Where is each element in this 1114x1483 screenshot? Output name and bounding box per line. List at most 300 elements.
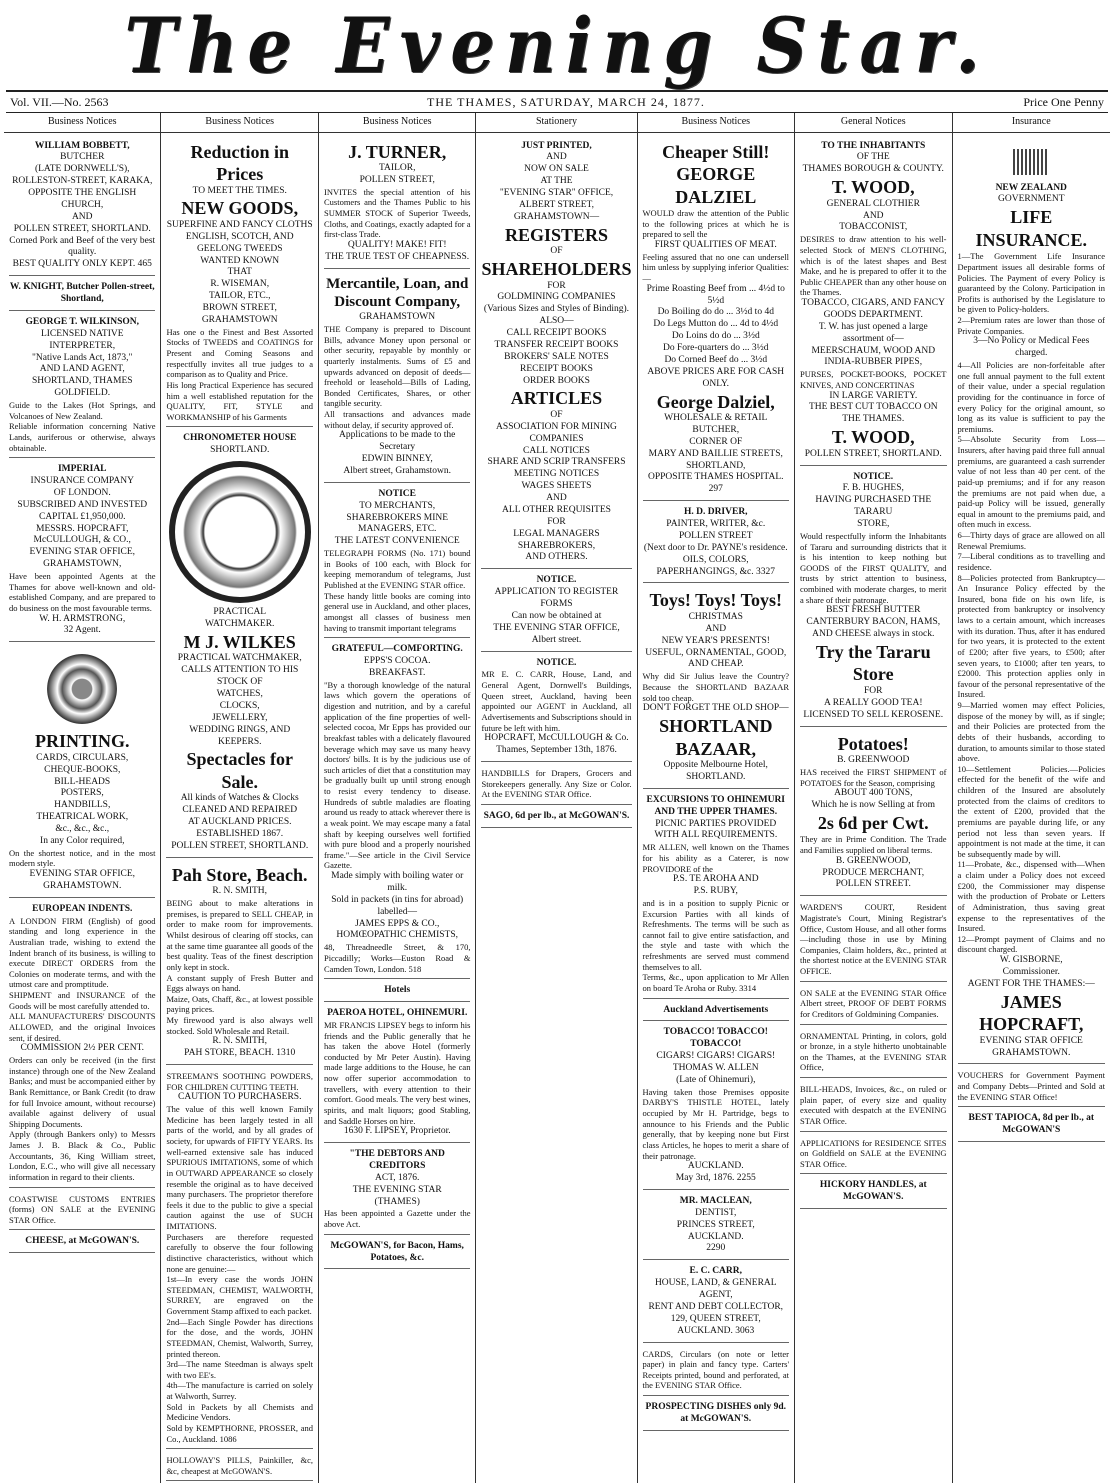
ad-line: SHARE AND SCRIP TRANSFERS: [487, 457, 626, 468]
ad-line: Mercantile, Loan, and Discount Company,: [326, 275, 469, 311]
advertisement: [643, 791, 790, 999]
ad-line: FOR: [547, 516, 566, 527]
ad-line: CAPITAL £1,950,000.: [38, 511, 126, 522]
ad-line: 10—Settlement Policies.—Policies effected for the benefit of the wife and children of the Insured are absolutely protected from the claims of creditors to the extent of £200, provided that the premiums are payable during life, or any period not less than seven years. If appointment is not made at the time, it can be subsequently made by will.: [957, 763, 1105, 859]
ad-line: COASTWISE CUSTOMS ENTRIES (forms) ON SALE at the EVENING STAR Office.: [9, 1193, 156, 1225]
advertisement: [166, 1451, 313, 1481]
ad-line: 3rd—The name Steedman is always spelt with two EE's.: [166, 1359, 313, 1380]
ad-line: Do Legs Mutton do ... 4d to 4½d: [653, 319, 779, 330]
ad-line: 2—Premium rates are lower than those of Private Companies.: [957, 315, 1105, 336]
ad-line: R. WISEMAN,: [210, 279, 270, 290]
ad-line: W. H. ARMSTRONG,: [39, 613, 126, 624]
ad-line: ABOVE PRICES ARE FOR CASH ONLY.: [647, 366, 785, 389]
column-4: [476, 113, 637, 1483]
ad-line: FOR: [864, 685, 883, 696]
ad-line: AND OTHERS.: [525, 552, 588, 563]
ad-line: A REALLY GOOD TEA!: [823, 697, 923, 708]
ad-line: 32 Agent.: [63, 625, 101, 636]
ad-line: BEST TAPIOCA, 8d per lb., at McGOWAN'S: [968, 1113, 1094, 1136]
ad-line: GRATEFUL—COMFORTING.: [331, 644, 463, 655]
ad-line: GOLDMINING COMPANIES: [497, 292, 616, 303]
ad-line: Pah Store, Beach.: [171, 864, 308, 885]
advertisement: [800, 1027, 946, 1079]
advertisement: [643, 1001, 790, 1022]
ad-line: WARDEN'S COURT, Resident Magistrate's Court, Mining Registrar's Office, Custom House, and all other forms—including those in use by Mining Companies, Claim holders, &c., printed at the shortest notice at the EVENING STAR OFFICE.: [800, 902, 947, 976]
ad-line: ALL OTHER REQUISITES: [502, 504, 611, 515]
advertisement: [9, 460, 155, 642]
ad-line: 2290: [706, 1243, 726, 1254]
masthead: [0, 0, 1114, 90]
ad-line: OPPOSITE THAMES HOSPITAL.: [648, 472, 784, 483]
ad-line: HICKORY HANDLES, at McGOWAN'S.: [819, 1180, 927, 1203]
ad-line: SHORTLAND.: [210, 445, 270, 456]
ad-line: POLLEN STREET, SHORTLAND.: [804, 448, 942, 459]
ad-line: CARDS, CIRCULARS,: [36, 752, 129, 763]
ad-line: SHIPMENT and INSURANCE of the Goods will be most carefully attended to.: [9, 990, 156, 1011]
ad-line: They are in Prime Condition. The Trade and Families supplied on liberal terms.: [800, 834, 947, 855]
ad-line: PRINTING.: [34, 731, 130, 752]
ad-line: TO THE INHABITANTS: [821, 140, 926, 151]
column-1: [4, 113, 161, 1483]
ad-line: "Native Lands Act, 1873,": [32, 352, 133, 363]
advertisement: [324, 640, 470, 979]
ad-line: W. GISBORNE,: [999, 955, 1063, 965]
advertisement: [324, 271, 470, 483]
ad-line: These handy little books are coming into general use in Auckland, and other places, amongst all classes of business men having to transmit important telegrams: [323, 590, 471, 633]
ad-line: MEERSCHAUM, WOOD AND INDIA-RUBBER PIPES,: [811, 345, 936, 368]
column-heading: Insurance: [953, 113, 1111, 133]
ad-line: POLLEN STREET.: [835, 879, 911, 890]
ad-line: JEWELLERY,: [211, 712, 268, 723]
column-2: [161, 113, 319, 1483]
ad-line: Do Boiling do do ... 3½d to 4d: [657, 307, 774, 318]
ad-line: WILLIAM BOBBETT,: [34, 140, 130, 151]
ad-line: PRINCES STREET,: [676, 1219, 755, 1230]
ad-line: CLOCKS,: [219, 700, 260, 711]
ad-line: "THE DEBTORS AND CREDITORS: [349, 1149, 445, 1171]
ad-line: GEORGE T. WILKINSON,: [25, 316, 139, 327]
volume-number: Vol. VII.—No. 2563: [10, 94, 109, 109]
ad-line: 4th—The manufacture is carried on solely at Walworth, Surrey.: [166, 1380, 313, 1401]
ad-line: BEING about to make alterations in premises, is prepared to SELL CHEAP, in order to make room for improvements. Whilst desirous of clearing off stocks, can at the same time guarantee all goods of the best quality. Teas of the finest description only kept in stock.: [166, 898, 313, 972]
advertisement: [958, 1109, 1106, 1142]
ad-line: Which he is now Selling at from: [811, 800, 935, 810]
advertisement: [643, 1023, 790, 1190]
ad-line: IN LARGE VARIETY.: [829, 390, 918, 401]
ad-line: Would respectfully inform the Inhabitants of Tararu and surrounding districts that it is his intention to keep nothing but GOODS of the FIRST QUALITY, and trusts by strict attention to business, combined with moderate charges, to merit a share of their patronage.: [800, 530, 947, 605]
ad-line: CORNER OF: [689, 436, 743, 447]
advertisement: [958, 1066, 1106, 1107]
ad-line: ORDER BOOKS: [523, 375, 590, 386]
ad-line: MEETING NOTICES: [513, 469, 600, 480]
ad-line: EXCURSIONS TO OHINEMURI AND THE UPPER THAMES.: [646, 794, 785, 817]
ad-line: THOMAS W. ALLEN: [672, 1063, 759, 1073]
advertisement: [643, 1262, 790, 1342]
ad-line: Do Fore-quarters do ... 3½d: [662, 343, 769, 353]
ad-line: BROKERS' SALE NOTES: [504, 351, 609, 362]
ad-line: BREAKFAST.: [369, 667, 426, 678]
ad-line: A constant supply of Fresh Butter and Eggs always on hand.: [166, 972, 313, 994]
ad-line: 2s 6d per Cwt.: [817, 812, 929, 833]
ad-line: WAGES SHEETS: [521, 481, 592, 492]
advertisement: [800, 984, 946, 1025]
ad-line: CALLS ATTENTION TO HIS STOCK OF: [181, 665, 299, 688]
ad-line: GRAHAMSTOWN,: [43, 559, 122, 570]
ad-line: MR ALLEN, well known on the Thames for his ability as a Caterer, is now PROVIDORE of the: [642, 842, 790, 874]
ad-line: EVENING STAR OFFICE,: [29, 869, 136, 879]
ad-line: EUROPEAN INDENTS.: [32, 903, 133, 914]
ad-line: CHEESE, at McGOWAN'S.: [25, 1236, 140, 1247]
ad-line: EVENING STAR OFFICE: [979, 1035, 1083, 1046]
ad-line: SHAREHOLDERS: [481, 259, 632, 279]
ad-line: DENTIST,: [695, 1207, 737, 1218]
columns: [4, 113, 1110, 1476]
advertisement: [643, 1192, 790, 1260]
ad-line: TO MERCHANTS, SHAREBROKERS MINE MANAGERS, ETC.: [346, 500, 449, 535]
ad-line: "EVENING STAR" OFFICE,: [499, 188, 614, 198]
ad-line: SHORTLAND,: [686, 460, 746, 471]
ad-line: VOUCHERS for Government Payment and Company Debts—Printed and Sold at the EVENING STAR Office!: [957, 1070, 1105, 1102]
ad-line: 4—All Policies are non-forfeitable after one full annual payment to the full extent of their value, under a special regulation providing for the continuance in force of every Policy for the original amount, so long as its value is sufficient to pay the premiums.: [957, 360, 1105, 434]
ad-line: 1—The Government Life Insurance Department issues all desirable forms of Policies. The Payment of every Policy is guaranteed by the Colony. Participation in Profits is authorised by the Legislature to be given to Policy-holders.: [957, 251, 1105, 315]
ad-line: APPLICATIONS for RESIDENCE SITES on Goldfield on SALE at the EVENING STAR Office.: [800, 1137, 947, 1169]
ad-line: 3—No Policy or Medical Fees charged.: [973, 336, 1090, 359]
newspaper-title: The Evening Star.: [124, 0, 990, 90]
ad-line: THE TRUE TEST OF CHEAPNESS.: [325, 251, 470, 262]
advertisement: [324, 137, 470, 269]
ad-line: 11—Probate, &c., dispensed with—When a claim under a Policy does not exceed £200, the Commissioner may dispense with the production of Probate or Letters of Administration, thus saving great expense to the representatives of the Insured.: [957, 859, 1105, 934]
ad-line: CAUTION TO PURCHASERS.: [178, 1092, 302, 1103]
ad-line: GEORGE DALZIEL: [675, 164, 757, 207]
ad-line: DON'T FORGET THE OLD SHOP—: [642, 703, 789, 714]
ad-line: HOUSE, LAND, & GENERAL AGENT,: [654, 1278, 777, 1300]
ad-line: CHEQUE-BOOKS,: [44, 764, 121, 775]
ad-line: TRANSFER RECEIPT BOOKS: [494, 339, 619, 350]
advertisement: [166, 1067, 313, 1449]
ad-line: BEST QUALITY ONLY KEPT. 465: [12, 259, 152, 270]
ad-line: Applications to be made to the Secretary: [339, 430, 456, 453]
ad-line: Spectacles for Sale.: [186, 749, 293, 792]
ad-line: 48, Threadneedle Street, & 170, Piccadilly; Works—Euston Road & Camden Town, London. 518: [323, 942, 471, 974]
ad-line: TOBACCO, CIGARS, AND FANCY GOODS DEPARTMENT.: [801, 298, 945, 320]
ad-line: ABOUT 400 TONS,: [834, 788, 913, 799]
place-date: THE THAMES, SATURDAY, MARCH 24, 1877.: [427, 94, 705, 109]
ad-line: In any Color required,: [40, 835, 125, 846]
ad-line: Auckland Advertisements: [663, 1004, 769, 1015]
advertisement: [166, 860, 313, 1065]
ad-line: PAINTER, WRITER, &c.: [666, 519, 766, 529]
advertisement: [800, 1134, 946, 1175]
column-5: [638, 113, 796, 1483]
ad-line: TAILOR,: [379, 163, 416, 173]
advertisement: [324, 1237, 470, 1270]
ad-line: All transactions and advances made without delay, if security approved of.: [323, 409, 471, 430]
advertisement: [9, 644, 155, 898]
advertisement: [166, 429, 313, 857]
ad-line: INVITES the special attention of his Customers and the Thames Public to his SUMMER STOCK of Superior Tweeds, Cloths, and Coatings, exactly adapted for a first-class Trade.: [323, 186, 471, 240]
advertisement: [800, 729, 946, 897]
column-heading: Business Notices: [319, 113, 475, 133]
price: Price One Penny: [1023, 94, 1104, 109]
ad-line: REGISTERS: [504, 224, 609, 245]
ad-line: 2nd—Each Single Powder has directions for the dose, and the words, JOHN STEEDMAN, Chemist, Walworth, Surrey, printed thereon.: [166, 1316, 313, 1359]
ad-line: (THAMES): [374, 1196, 420, 1207]
ad-line: LICENSED TO SELL KEROSENE.: [803, 709, 944, 720]
ad-line: AND LAND AGENT,: [39, 364, 125, 375]
ad-line: TELEGRAPH FORMS (No. 171) bound in Books of 100 each, with Block for keeping memorandum of telegrams, Just Published at the EVENING STAR office.: [323, 548, 471, 590]
ad-line: (Late of Ohinemuri),: [676, 1074, 756, 1085]
ad-line: ENGLISH, SCOTCH, AND GEELONG TWEEDS: [185, 231, 294, 254]
ad-line: AND CHEESE always in stock.: [812, 629, 935, 639]
advertisement: [9, 1190, 155, 1231]
ad-line: MARY AND BAILLIE STREETS,: [648, 448, 783, 459]
ad-line: TOBACCO! TOBACCO! TOBACCO!: [663, 1027, 768, 1050]
ad-line: NEW ZEALAND: [995, 182, 1067, 193]
ad-line: PRACTICAL WATCHMAKER,: [177, 653, 302, 664]
ad-line: Apply (through Bankers only) to Messrs James J. B. Black & Co., Public Accountants, 36, King William street, London, E.C., who will give all necessary information in regard to their clients.: [9, 1129, 156, 1182]
ad-line: SUPERFINE AND FANCY CLOTHS: [166, 219, 313, 230]
ad-line: Opposite Melbourne Hotel,: [663, 760, 768, 770]
ad-line: ROLLESTON-STREET, KARAKA,: [12, 176, 153, 187]
advertisement: [324, 981, 470, 1002]
ad-line: CANTERBURY BACON, HAMS,: [806, 617, 941, 628]
ad-line: PRODUCE MERCHANT,: [822, 867, 925, 878]
ad-line: W. KNIGHT, Butcher Pollen-street, Shortland,: [9, 282, 155, 304]
ad-line: GENERAL CLOTHIER: [826, 198, 920, 209]
ad-line: 7—Liberal conditions as to travelling and residence.: [957, 551, 1105, 572]
ad-line: THEATRICAL WORK,: [36, 812, 129, 823]
ad-line: MR FRANCIS LIPSEY begs to inform his friends and the Public generally that he has taken the above Hotel (formerly conducted by Mr Peter Austin). Having made large additions to the House, he can now offer superior accommodation to travellers, with every attention to their comfort. Good meals. The very best wines, spirits, and malt liquors; good Stabling, and Saddle Horses on hire.: [323, 1019, 471, 1126]
ad-line: HAVING PURCHASED THE TARARU: [815, 495, 932, 518]
ad-line: STREEMAN'S SOOTHING POWDERS, FOR CHILDREN CUTTING TEETH.: [166, 1071, 313, 1092]
ad-line: SHORTLAND, THAMES GOLDFIELD.: [31, 376, 133, 399]
ad-line: PAEROA HOTEL, OHINEMURI.: [327, 1008, 468, 1018]
ad-line: 8—Policies protected from Bankruptcy—An Insurance Policy effected by the Insured, bona fide on his own life, is protected from bankruptcy or insolvency laws to a certain amount, which increases with its duration. Thus, after it has endured for two years, it is protected to the extent of £200; after five years, to £500; after seven years, to £1000; after ten years, to £2000. This protection applies only in favour of the personal representative of the Insured.: [957, 572, 1105, 700]
ad-line: SHAREBROKERS,: [517, 540, 596, 551]
ad-line: GRAHAMSTOWN: [359, 312, 436, 323]
ad-line: Albert street.: [531, 634, 582, 645]
ad-line: NOTICE.: [536, 657, 577, 668]
ad-line: EPPS'S COCOA.: [363, 656, 431, 666]
ad-line: His long Practical Experience has secured him a well established reputation for the QUALITY, FIT, STYLE and WORKMANSHIP of his Garments: [166, 379, 313, 422]
ad-line: BILL-HEADS, Invoices, &c., on ruled or plain paper, of every size and quality executed with despatch at the EVENING STAR Office.: [800, 1084, 947, 1126]
ad-line: JAMES EPPS & CO.,: [355, 918, 440, 929]
ad-line: RECEIPT BOOKS: [520, 363, 593, 374]
ad-line: SAGO, 6d per lb., at McGOWAN'S.: [483, 810, 630, 821]
ad-line: OF: [550, 409, 563, 420]
advertisement: [800, 898, 946, 981]
ad-line: 12—Prompt payment of Claims and no discount charged.: [957, 933, 1105, 955]
ad-line: &c., &c., &c.,: [55, 824, 110, 834]
ad-line: HANDBILLS,: [54, 800, 111, 811]
ad-line: My firewood yard is also always well stocked. Sold Wholesale and Retail.: [166, 1015, 313, 1036]
ad-line: T. WOOD,: [831, 177, 915, 198]
advertisement: [800, 1080, 946, 1132]
ad-line: MR E. C. CARR, House, Land, and General Agent, Dornwell's Buildings, Queen street, Auckland, having been appointed our AGENT in Auckland, all Advertisements and Subscriptions should in future be left with him.: [481, 669, 632, 733]
ad-line: P.S. TE AROHA AND: [672, 874, 759, 885]
ad-line: JAMES HOPCRAFT,: [979, 991, 1084, 1035]
ad-line: NEW GOODS,: [181, 198, 299, 219]
ad-line: HANDBILLS for Drapers, Grocers and Storekeepers generally. Any Size or Color. At the EVENING STAR Office.: [481, 767, 632, 800]
advertisement: [9, 278, 155, 311]
column-heading: Business Notices: [638, 113, 795, 133]
ad-line: KEEPERS.: [217, 736, 262, 747]
ad-line: CARDS, Circulars (on note or letter paper) in plain and fancy type. Carters' Receipts printed, bound and perforated, at the EVENING STAR Office.: [642, 1348, 790, 1391]
ad-line: Prime Roasting Beef from ... 4½d to 5½d: [646, 283, 785, 306]
ad-line: McGOWAN'S, for Bacon, Hams, Potatoes, &c.: [330, 1240, 464, 1263]
advertisement: [9, 900, 155, 1188]
ad-line: B. GREENWOOD: [837, 755, 910, 765]
ad-line: ALBERT STREET,: [518, 199, 595, 210]
ad-line: All kinds of Watches & Clocks: [180, 793, 299, 804]
ad-line: CALL NOTICES: [523, 445, 590, 456]
advertisement: [324, 1004, 470, 1143]
ad-line: Has been appointed a Gazette under the above Act.: [323, 1208, 471, 1229]
ad-line: Have been appointed Agents at the Thames for above well-known and old-established Company, and are prepared to do business on the most favourable terms.: [9, 571, 156, 613]
ad-line: COMMISSION 2½ PER CENT.: [20, 1043, 145, 1054]
ad-line: George Dalziel,: [656, 391, 775, 412]
ad-line: FOR: [547, 280, 566, 291]
ad-line: EDWIN BINNEY,: [361, 454, 433, 464]
advertisement: [481, 654, 631, 762]
ad-line: FIRST QUALITIES OF MEAT.: [654, 239, 777, 250]
ad-line: 129, QUEEN STREET, AUCKLAND. 3063: [670, 1313, 761, 1336]
ad-line: OF LONDON.: [53, 487, 111, 498]
advertisement: [481, 764, 631, 805]
ad-line: THAT: [227, 267, 252, 278]
ad-line: ESTABLISHED 1867.: [196, 829, 284, 839]
ad-line: OPPOSITE THE ENGLISH CHURCH,: [28, 188, 137, 210]
column-6: [795, 113, 952, 1483]
ad-line: Reduction in Prices: [190, 141, 289, 184]
advertisement: [9, 1232, 155, 1253]
ad-line: Corned Pork and Beef of the very best quality.: [9, 235, 156, 258]
column-3: [319, 113, 476, 1483]
advertisement: [643, 137, 790, 502]
ad-line: WEDDING RINGS, AND: [189, 724, 291, 735]
ad-line: PRACTICAL: [213, 607, 267, 618]
ad-line: ASSOCIATION FOR MINING: [496, 421, 617, 432]
ad-line: CHRISTMAS: [688, 611, 743, 622]
ad-line: THAMES BOROUGH & COUNTY.: [802, 164, 944, 175]
ad-line: Sold by KEMPTHORNE, PROSSER, and Co., Auckland. 1086: [166, 1422, 313, 1444]
ad-line: WANTED KNOWN: [200, 255, 280, 266]
ad-line: E. C. CARR,: [689, 1266, 743, 1277]
ad-line: Do Loins do do ... 3½d: [671, 331, 760, 342]
ad-line: TAILOR, ETC.,: [208, 291, 271, 302]
ad-line: Orders can only be received (in the first instance) through one of the New Zealand Banks; and must be accompanied either by Bank Remittance, or Bank Credit (to draw for full Invoice amount, without recourse) available against delivery of usual Shipping Documents.: [9, 1055, 156, 1129]
ad-line: OILS, COLORS, PAPERHANGINGS, &c. 3327: [656, 554, 775, 577]
ad-line: AUCKLAND.: [687, 1161, 744, 1172]
ad-line: AT THE: [540, 176, 573, 187]
ad-line: Do Corned Beef do ... 3½d: [664, 354, 768, 365]
ad-line: 5—Absolute Security from Loss—Insurers, after having paid three full annual premiums, are guaranteed a cash surrender value of not less than 40 per cent. of the paid-up premiums; and if for any reason the premiums are not paid when due, a paid-up Policy will be issued, generally equal in amount to the premiums paid, and often much in excess.: [957, 434, 1105, 530]
column-7: [953, 113, 1111, 1483]
ad-line: CLEANED AND REPAIRED: [182, 805, 298, 816]
printing-emblem: [47, 654, 117, 724]
ad-line: Feeling assured that no one can undersell him unless by supplying inferior Qualities:—: [642, 251, 790, 283]
ad-line: ON SALE at the EVENING STAR Office Albert street, PROOF OF DEBT FORMS for Creditors of Goldmining Companies.: [800, 987, 947, 1019]
ad-line: NOTICE: [378, 488, 416, 499]
advertisement: [800, 137, 946, 466]
ad-line: A LONDON FIRM (English) of good standing and long experience in the Australian trade, wishing to extend the Indent branch of its business, is willing to execute DIRECT ORDERS from the Colonies on moderate terms, and with the utmost care and promptitude.: [9, 915, 156, 990]
advertisement: [643, 1398, 790, 1431]
ad-line: ACT, 1876.: [375, 1172, 420, 1183]
ad-line: OF: [550, 246, 563, 257]
ad-line: NOTICE.: [853, 471, 894, 482]
ad-line: P.S. RUBY,: [693, 886, 738, 896]
ad-line: POLLEN STREET: [678, 530, 753, 541]
ad-line: CHRONOMETER HOUSE: [183, 433, 297, 444]
ad-line: HOLLOWAY'S PILLS, Painkiller, &c, &c, cheapest at McGOWAN'S.: [166, 1455, 313, 1476]
ad-line: J. TURNER,: [348, 141, 447, 162]
ad-line: LIFE INSURANCE.: [975, 207, 1087, 250]
ad-line: NOW ON SALE: [524, 164, 589, 175]
ad-line: THE EVENING STAR: [352, 1184, 442, 1195]
ad-line: AT AUCKLAND PRICES.: [187, 817, 292, 828]
ad-line: RENT AND DEBT COLLECTOR,: [648, 1301, 784, 1312]
column-heading: Business Notices: [161, 113, 318, 133]
advertisement: [9, 137, 155, 277]
ad-line: Reliable information concerning Native Lands, auriferous or otherwise, always obtainable.: [9, 421, 156, 453]
ad-line: Potatoes!: [837, 733, 909, 754]
ad-line: AND: [546, 152, 567, 163]
ad-line: Maize, Oats, Chaff, &c., at lowest possible paying prices.: [166, 993, 313, 1015]
ad-line: GOVERNMENT: [998, 194, 1065, 205]
ad-line: 9—Married women may effect Policies, dispose of the money by will, as if single; and their Policies are protected from the debts of their husbands, according to duration, to amounts similar to those stated above.: [957, 700, 1105, 764]
ad-line: 297: [708, 484, 723, 495]
advertisement: [643, 503, 790, 583]
ad-line: ALSO—: [539, 316, 574, 327]
ad-line: IMPERIAL: [57, 464, 107, 475]
ad-line: WOULD draw the attention of the Public to the following prices at which he is prepared to sell the: [642, 208, 790, 240]
ad-line: GRAHAMSTOWN.: [43, 880, 122, 891]
advertisement: [643, 585, 790, 788]
ad-line: MESSRS. HOPCRAFT, McCULLOUGH, & CO.,: [33, 523, 131, 546]
ad-line: Made simply with boiling water or milk.: [331, 871, 464, 893]
ad-line: ORNAMENTAL Printing, in colors, gold or bronze, in a style hitherto unobtainable on the Thames, at the EVENING STAR Office,: [800, 1030, 947, 1073]
ad-line: WHOLESALE & RETAIL BUTCHER,: [664, 413, 768, 435]
ad-line: Try the Tararu Store: [815, 641, 931, 685]
ad-line: CALL RECEIPT BOOKS: [506, 328, 607, 338]
ad-line: (Various Sizes and Styles of Binding).: [483, 304, 630, 315]
ad-line: THE BEST CUT TOBACCO ON THE THAMES.: [808, 402, 938, 425]
ad-line: HOMŒOPATHIC CHEMISTS,: [336, 930, 459, 941]
ad-line: EVENING STAR OFFICE,: [29, 547, 136, 558]
ad-line: NEW YEAR'S PRESENTS!: [661, 635, 770, 646]
advertisement: [800, 468, 946, 727]
ad-line: "By a thorough knowledge of the natural laws which govern the operations of digestion and nutrition, and by a careful application of the fine properties of well-selected cocoa, Mr Epps has provided our breakfast tables with a delicately flavoured beverage which may save us many heavy doctors' bills. It is by the judicious use of such articles of diet that a constitution may be gradually built up until strong enough to resist every tendency to disease. Hundreds of subtle maladies are floating around us ready to attack wherever there is a weak point. We may escape many a fatal shaft by keeping ourselves well fortified with pure blood and a properly nourished frame."—See article in the Civil Service Gazette.: [323, 679, 471, 871]
advertisement: [800, 1176, 946, 1209]
ad-line: OF THE: [856, 152, 890, 163]
ad-line: Albert street, Grahamstown.: [343, 465, 452, 476]
ad-line: STORE,: [857, 519, 890, 529]
ad-line: M J. WILKES: [183, 631, 296, 652]
ad-line: THE Company is prepared to Discount Bills, advance Money upon personal or other security, repayable by monthly or quarterly instalments. Sums of £5 and upwards advanced on deposit of deeds—freehold or leasehold—Bills of Lading, Bonded Certificates, Shares, or other tangible security.: [323, 324, 471, 409]
ad-line: Can now be obtained at: [511, 610, 602, 621]
ad-line: TO MEET THE TIMES.: [192, 185, 287, 196]
advertisement: [324, 485, 470, 638]
ad-line: TOBACCONIST,: [839, 222, 908, 233]
advertisement: [9, 313, 155, 458]
ad-line: CIGARS! CIGARS! CIGARS!: [656, 1051, 776, 1062]
ad-line: F. B. HUGHES,: [842, 483, 904, 494]
advertisement: [324, 1145, 470, 1235]
ad-line: GRAHAMSTOWN—: [513, 211, 600, 222]
ad-line: Why did Sir Julius leave the Country? Because the SHORTLAND BAZAAR sold too cheap.: [642, 671, 790, 703]
advertisement: [481, 807, 631, 828]
ad-line: APPLICATION TO REGISTER: [494, 587, 619, 598]
